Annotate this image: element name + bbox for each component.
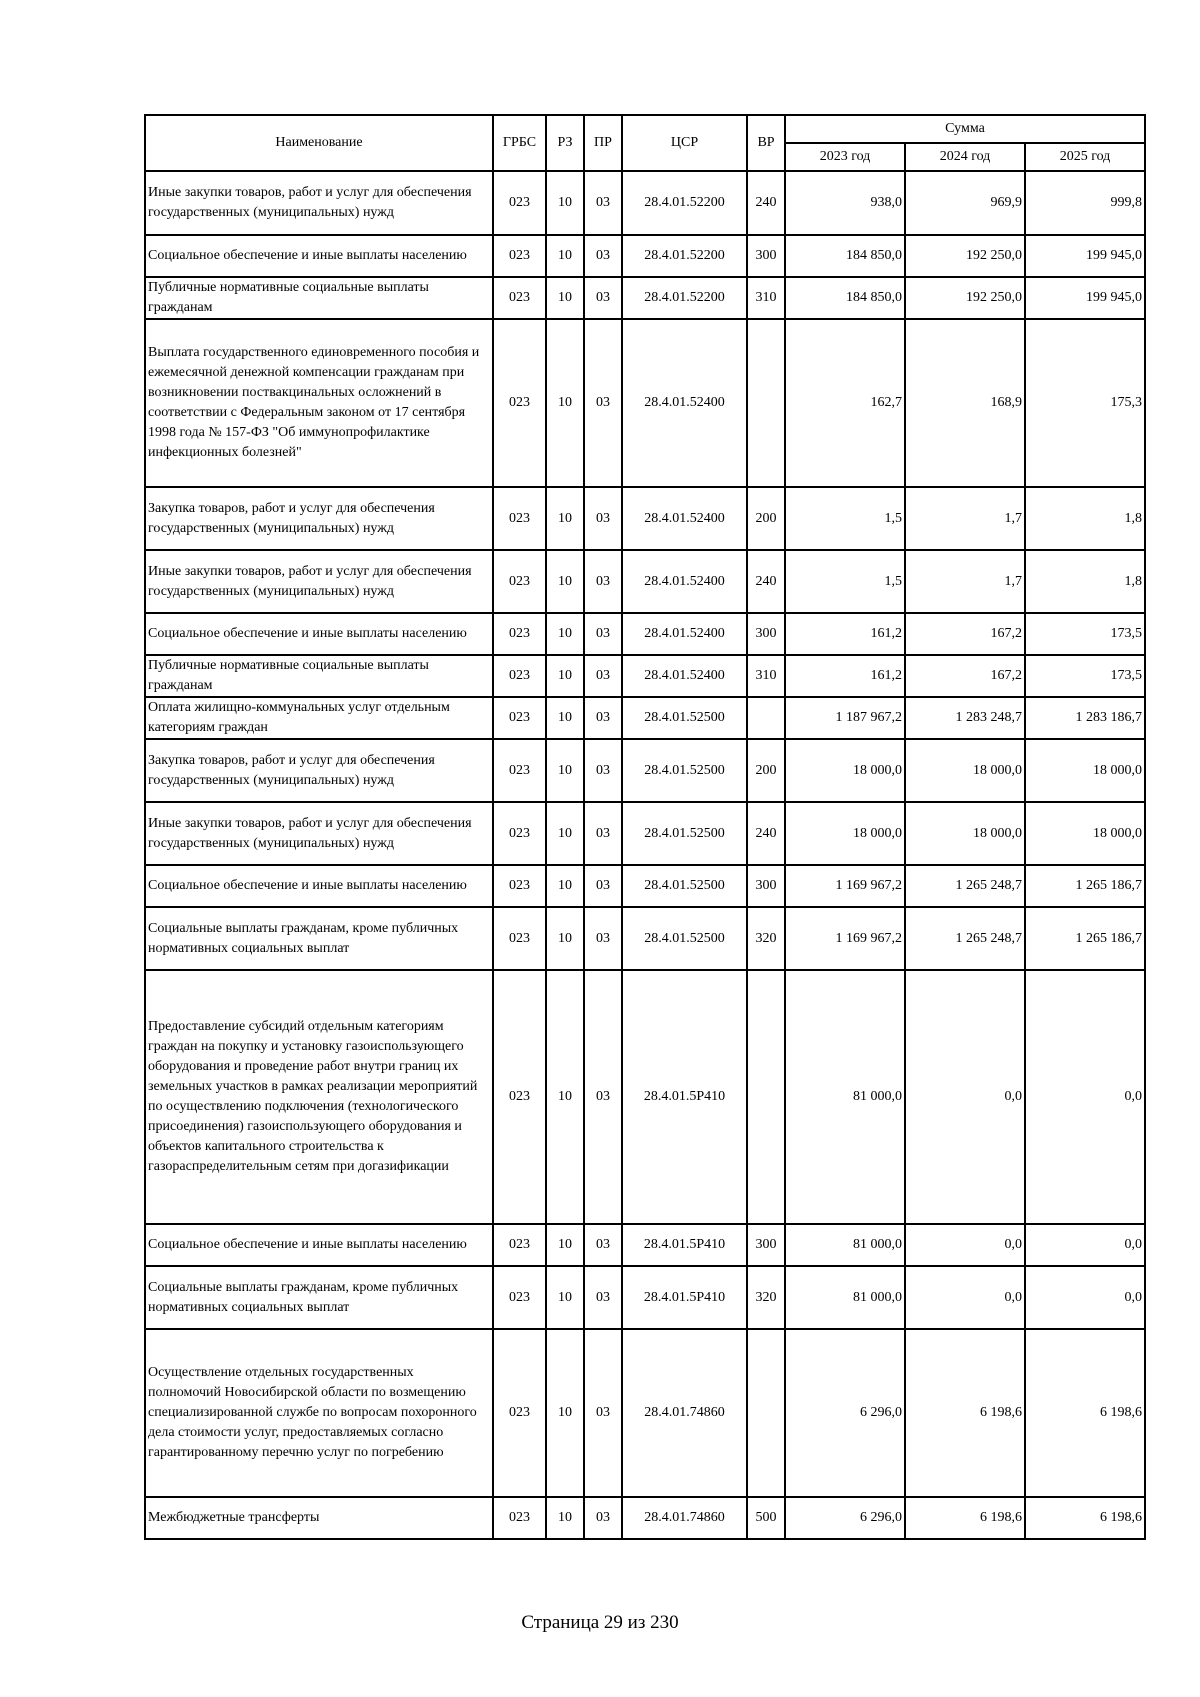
- row-rz: 10: [546, 739, 584, 802]
- row-csr: 28.4.01.52400: [622, 655, 747, 697]
- row-grbs: 023: [493, 613, 546, 655]
- row-sum-2024: 969,9: [905, 171, 1025, 235]
- row-pr: 03: [584, 907, 622, 970]
- row-grbs: 023: [493, 697, 546, 739]
- row-grbs: 023: [493, 1497, 546, 1539]
- table-row: [145, 907, 1145, 970]
- row-grbs: 023: [493, 277, 546, 319]
- row-sum-2024: 18 000,0: [905, 802, 1025, 865]
- row-sum-2024: 1,7: [905, 487, 1025, 550]
- header-name: Наименование: [145, 115, 493, 171]
- row-sum-2023: 184 850,0: [785, 277, 905, 319]
- row-csr: 28.4.01.52400: [622, 487, 747, 550]
- row-csr: 28.4.01.52500: [622, 802, 747, 865]
- row-sum-2023: 81 000,0: [785, 1266, 905, 1329]
- row-sum-2024: 1 265 248,7: [905, 865, 1025, 907]
- row-pr: 03: [584, 319, 622, 487]
- row-rz: 10: [546, 1224, 584, 1266]
- row-csr: 28.4.01.74860: [622, 1329, 747, 1497]
- row-vr: 310: [747, 277, 785, 319]
- row-pr: 03: [584, 1329, 622, 1497]
- row-name: Социальные выплаты гражданам, кроме публичных нормативных социальных выплат: [145, 907, 493, 970]
- row-name: Иные закупки товаров, работ и услуг для обеспечения государственных (муниципальных) нужд: [145, 550, 493, 613]
- table-row: [145, 655, 1145, 697]
- row-sum-2024: 6 198,6: [905, 1329, 1025, 1497]
- row-grbs: 023: [493, 319, 546, 487]
- row-sum-2023: 1 169 967,2: [785, 865, 905, 907]
- row-name: Закупка товаров, работ и услуг для обеспечения государственных (муниципальных) нужд: [145, 487, 493, 550]
- header-2024: 2024 год: [905, 143, 1025, 171]
- row-sum-2025: 1,8: [1025, 550, 1145, 613]
- row-vr: 320: [747, 1266, 785, 1329]
- row-vr: [747, 319, 785, 487]
- row-name: Социальное обеспечение и иные выплаты населению: [145, 235, 493, 277]
- row-pr: 03: [584, 277, 622, 319]
- row-sum-2024: 1 265 248,7: [905, 907, 1025, 970]
- row-pr: 03: [584, 613, 622, 655]
- row-name: Социальное обеспечение и иные выплаты населению: [145, 613, 493, 655]
- row-csr: 28.4.01.52200: [622, 235, 747, 277]
- row-sum-2025: 199 945,0: [1025, 235, 1145, 277]
- table-row: [145, 613, 1145, 655]
- row-csr: 28.4.01.52400: [622, 550, 747, 613]
- row-csr: 28.4.01.5Р410: [622, 1224, 747, 1266]
- header-csr: ЦСР: [622, 115, 747, 171]
- row-csr: 28.4.01.5Р410: [622, 970, 747, 1224]
- page-number: Страница 29 из 230: [521, 1612, 679, 1633]
- row-grbs: 023: [493, 550, 546, 613]
- table-body: [145, 171, 1145, 1539]
- row-csr: 28.4.01.74860: [622, 1497, 747, 1539]
- header-vr: ВР: [747, 115, 785, 171]
- row-csr: 28.4.01.52400: [622, 319, 747, 487]
- table-row: [145, 697, 1145, 739]
- row-rz: 10: [546, 1497, 584, 1539]
- row-name: Закупка товаров, работ и услуг для обеспечения государственных (муниципальных) нужд: [145, 739, 493, 802]
- table-row: [145, 550, 1145, 613]
- row-pr: 03: [584, 171, 622, 235]
- row-sum-2025: 173,5: [1025, 613, 1145, 655]
- row-sum-2023: 938,0: [785, 171, 905, 235]
- row-sum-2024: 167,2: [905, 613, 1025, 655]
- row-name: Публичные нормативные социальные выплаты гражданам: [145, 655, 493, 697]
- row-pr: 03: [584, 697, 622, 739]
- row-csr: 28.4.01.52500: [622, 739, 747, 802]
- row-name: Социальные выплаты гражданам, кроме публичных нормативных социальных выплат: [145, 1266, 493, 1329]
- row-csr: 28.4.01.52200: [622, 171, 747, 235]
- row-sum-2023: 18 000,0: [785, 802, 905, 865]
- row-sum-2025: 0,0: [1025, 1266, 1145, 1329]
- row-csr: 28.4.01.52200: [622, 277, 747, 319]
- row-sum-2025: 1 265 186,7: [1025, 907, 1145, 970]
- row-rz: 10: [546, 697, 584, 739]
- table-row: [145, 1224, 1145, 1266]
- row-csr: 28.4.01.52500: [622, 697, 747, 739]
- row-sum-2024: 0,0: [905, 1266, 1025, 1329]
- row-rz: 10: [546, 1329, 584, 1497]
- row-vr: 240: [747, 550, 785, 613]
- row-sum-2024: 1 283 248,7: [905, 697, 1025, 739]
- row-sum-2025: 175,3: [1025, 319, 1145, 487]
- row-vr: 300: [747, 613, 785, 655]
- row-pr: 03: [584, 865, 622, 907]
- row-grbs: 023: [493, 865, 546, 907]
- row-pr: 03: [584, 655, 622, 697]
- row-grbs: 023: [493, 1224, 546, 1266]
- header-grbs: ГРБС: [493, 115, 546, 171]
- row-pr: 03: [584, 550, 622, 613]
- row-vr: [747, 1329, 785, 1497]
- row-vr: 300: [747, 865, 785, 907]
- row-pr: 03: [584, 739, 622, 802]
- row-grbs: 023: [493, 171, 546, 235]
- row-sum-2023: 6 296,0: [785, 1497, 905, 1539]
- row-sum-2023: 184 850,0: [785, 235, 905, 277]
- row-rz: 10: [546, 487, 584, 550]
- table-row: [145, 319, 1145, 487]
- row-rz: 10: [546, 865, 584, 907]
- row-sum-2025: 18 000,0: [1025, 739, 1145, 802]
- row-vr: 200: [747, 739, 785, 802]
- row-rz: 10: [546, 613, 584, 655]
- row-sum-2025: 0,0: [1025, 1224, 1145, 1266]
- row-rz: 10: [546, 802, 584, 865]
- header-2025: 2025 год: [1025, 143, 1145, 171]
- table-row: [145, 970, 1145, 1224]
- row-sum-2025: 999,8: [1025, 171, 1145, 235]
- row-sum-2024: 1,7: [905, 550, 1025, 613]
- row-name: Оплата жилищно-коммунальных услуг отдельным категориям граждан: [145, 697, 493, 739]
- table-row: [145, 487, 1145, 550]
- row-sum-2023: 161,2: [785, 655, 905, 697]
- header-sum: Сумма: [785, 115, 1145, 143]
- row-vr: 240: [747, 802, 785, 865]
- row-sum-2025: 18 000,0: [1025, 802, 1145, 865]
- row-vr: 300: [747, 235, 785, 277]
- row-vr: 300: [747, 1224, 785, 1266]
- row-grbs: 023: [493, 235, 546, 277]
- row-pr: 03: [584, 1497, 622, 1539]
- row-sum-2024: 192 250,0: [905, 277, 1025, 319]
- row-vr: [747, 697, 785, 739]
- row-vr: 200: [747, 487, 785, 550]
- row-grbs: 023: [493, 655, 546, 697]
- row-sum-2024: 168,9: [905, 319, 1025, 487]
- table-row: [145, 171, 1145, 235]
- table-row: [145, 1497, 1145, 1539]
- row-sum-2023: 1 187 967,2: [785, 697, 905, 739]
- row-sum-2024: 167,2: [905, 655, 1025, 697]
- row-name: Иные закупки товаров, работ и услуг для обеспечения государственных (муниципальных) нужд: [145, 802, 493, 865]
- row-pr: 03: [584, 1266, 622, 1329]
- row-sum-2025: 6 198,6: [1025, 1497, 1145, 1539]
- row-sum-2025: 1,8: [1025, 487, 1145, 550]
- row-pr: 03: [584, 235, 622, 277]
- table-row: [145, 235, 1145, 277]
- row-grbs: 023: [493, 1266, 546, 1329]
- row-grbs: 023: [493, 970, 546, 1224]
- budget-table: [144, 114, 1146, 1540]
- row-sum-2025: 173,5: [1025, 655, 1145, 697]
- row-vr: 240: [747, 171, 785, 235]
- row-pr: 03: [584, 1224, 622, 1266]
- row-grbs: 023: [493, 907, 546, 970]
- row-sum-2023: 6 296,0: [785, 1329, 905, 1497]
- row-vr: 320: [747, 907, 785, 970]
- row-rz: 10: [546, 235, 584, 277]
- row-sum-2025: 1 283 186,7: [1025, 697, 1145, 739]
- table-row: [145, 802, 1145, 865]
- row-rz: 10: [546, 319, 584, 487]
- row-pr: 03: [584, 802, 622, 865]
- row-rz: 10: [546, 1266, 584, 1329]
- row-rz: 10: [546, 550, 584, 613]
- row-csr: 28.4.01.52400: [622, 613, 747, 655]
- row-sum-2024: 18 000,0: [905, 739, 1025, 802]
- row-sum-2024: 192 250,0: [905, 235, 1025, 277]
- table-row: [145, 1266, 1145, 1329]
- row-rz: 10: [546, 655, 584, 697]
- header-rz: РЗ: [546, 115, 584, 171]
- row-sum-2024: 6 198,6: [905, 1497, 1025, 1539]
- row-rz: 10: [546, 907, 584, 970]
- row-sum-2025: 1 265 186,7: [1025, 865, 1145, 907]
- row-sum-2023: 81 000,0: [785, 1224, 905, 1266]
- row-name: Социальное обеспечение и иные выплаты населению: [145, 1224, 493, 1266]
- row-sum-2023: 18 000,0: [785, 739, 905, 802]
- row-name: Социальное обеспечение и иные выплаты населению: [145, 865, 493, 907]
- row-pr: 03: [584, 970, 622, 1224]
- row-sum-2025: 6 198,6: [1025, 1329, 1145, 1497]
- row-sum-2023: 81 000,0: [785, 970, 905, 1224]
- row-name: Публичные нормативные социальные выплаты гражданам: [145, 277, 493, 319]
- table-row: [145, 739, 1145, 802]
- row-sum-2023: 1,5: [785, 550, 905, 613]
- row-sum-2023: 1 169 967,2: [785, 907, 905, 970]
- row-rz: 10: [546, 171, 584, 235]
- table-row: [145, 865, 1145, 907]
- row-vr: [747, 970, 785, 1224]
- row-csr: 28.4.01.5Р410: [622, 1266, 747, 1329]
- row-grbs: 023: [493, 739, 546, 802]
- row-pr: 03: [584, 487, 622, 550]
- table-row: [145, 277, 1145, 319]
- row-sum-2023: 161,2: [785, 613, 905, 655]
- row-sum-2024: 0,0: [905, 1224, 1025, 1266]
- row-sum-2025: 199 945,0: [1025, 277, 1145, 319]
- row-name: Выплата государственного единовременного пособия и ежемесячной денежной компенсации гражданам при возникновении поствакцинальных осложнений в соответствии с Федеральным законом от 17 сентября 1998 года № 157-ФЗ "Об иммунопрофилактике инфекционных болезней": [145, 319, 493, 487]
- row-name: Осуществление отдельных государственных полномочий Новосибирской области по возмещению специализированной службе по вопросам похоронного дела стоимости услуг, предоставляемых согласно гарантированному перечню услуг по погребению: [145, 1329, 493, 1497]
- row-sum-2023: 1,5: [785, 487, 905, 550]
- row-vr: 500: [747, 1497, 785, 1539]
- row-vr: 310: [747, 655, 785, 697]
- row-name: Предоставление субсидий отдельным категориям граждан на покупку и установку газоиспользующего оборудования и проведение работ внутри границ их земельных участков в рамках реализации мероприятий по осуществлению подключения (технологического присоединения) газоиспользующего оборудования и объектов капитального строительства к газораспределительным сетям при догазификации: [145, 970, 493, 1224]
- row-grbs: 023: [493, 802, 546, 865]
- row-csr: 28.4.01.52500: [622, 907, 747, 970]
- table-row: [145, 1329, 1145, 1497]
- row-sum-2023: 162,7: [785, 319, 905, 487]
- row-sum-2025: 0,0: [1025, 970, 1145, 1224]
- row-name: Межбюджетные трансферты: [145, 1497, 493, 1539]
- header-2023: 2023 год: [785, 143, 905, 171]
- row-rz: 10: [546, 970, 584, 1224]
- row-grbs: 023: [493, 1329, 546, 1497]
- row-csr: 28.4.01.52500: [622, 865, 747, 907]
- row-rz: 10: [546, 277, 584, 319]
- header-pr: ПР: [584, 115, 622, 171]
- row-name: Иные закупки товаров, работ и услуг для обеспечения государственных (муниципальных) нужд: [145, 171, 493, 235]
- row-grbs: 023: [493, 487, 546, 550]
- row-sum-2024: 0,0: [905, 970, 1025, 1224]
